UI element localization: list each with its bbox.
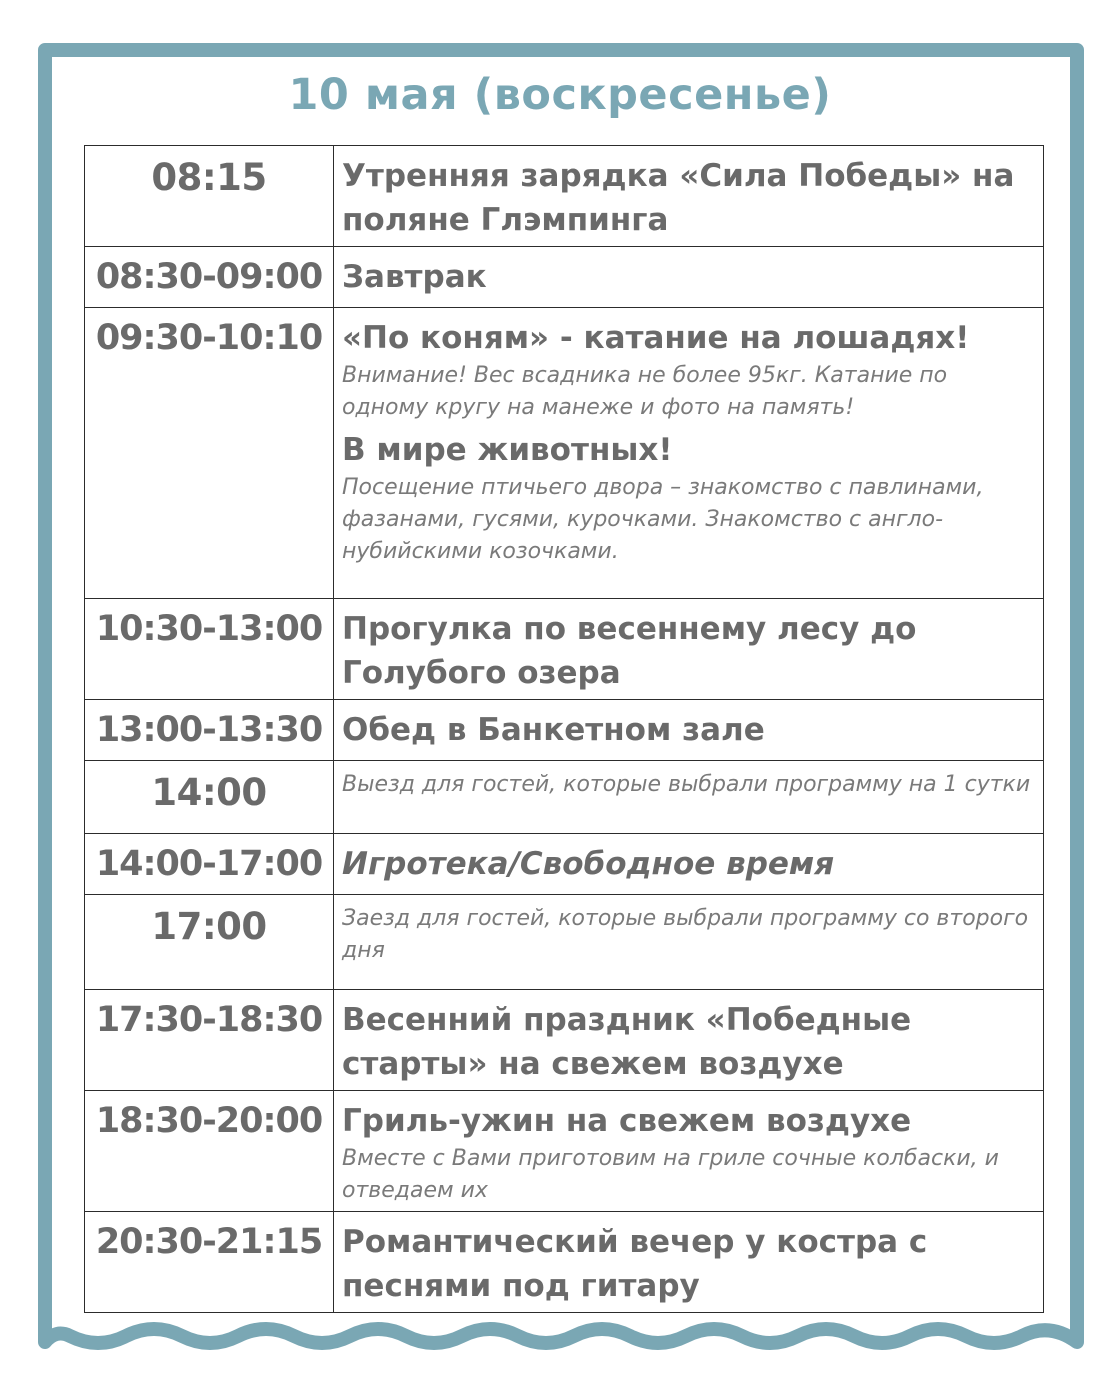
event-title: Завтрак <box>342 259 487 295</box>
event-title: Гриль-ужин на свежем воздухе <box>342 1103 912 1139</box>
table-row <box>85 1212 1044 1313</box>
time-cell: 17:00 <box>85 895 334 990</box>
page-title: 10 мая (воскресенье) <box>288 70 832 120</box>
event-cell <box>334 895 1044 990</box>
event-cell <box>334 990 1044 1091</box>
event-title: Весенний праздник «Победные старты» на свежем воздухе <box>342 1002 912 1082</box>
event-note: Выезд для гостей, которые выбрали программу на 1 сутки <box>342 772 1031 797</box>
table-row <box>85 990 1044 1091</box>
time-cell: 14:00-17:00 <box>85 834 334 895</box>
event-note: Внимание! Вес всадника не более 95кг. Катание по одному кругу на манеже и фото на память! <box>342 363 948 420</box>
time-cell: 20:30-21:15 <box>85 1212 334 1313</box>
event-cell <box>334 1091 1044 1212</box>
event-title: Игротека/Свободное время <box>342 846 835 882</box>
event-cell <box>334 700 1044 761</box>
time-cell: 13:00-13:30 <box>85 700 334 761</box>
time-cell: 17:30-18:30 <box>85 990 334 1091</box>
time-cell: 18:30-20:00 <box>85 1091 334 1212</box>
table-row <box>85 146 1044 247</box>
table-row <box>85 599 1044 700</box>
event-note-secondary: Посещение птичьего двора – знакомство с павлинами, фазанами, гусями, курочками. Знакомство с англо-нубийскими козочками. <box>342 475 984 564</box>
table-row <box>85 1091 1044 1212</box>
table-row <box>85 247 1044 308</box>
event-title: Утренняя зарядка «Сила Победы» на поляне Глэмпинга <box>342 158 1015 238</box>
time-cell: 09:30-10:10 <box>85 308 334 599</box>
table-row <box>85 895 1044 990</box>
event-title: «По коням» - катание на лошадях! <box>342 320 970 356</box>
event-note: Вместе с Вами приготовим на гриле сочные колбаски, и отведаем их <box>342 1146 999 1203</box>
time-cell: 10:30-13:00 <box>85 599 334 700</box>
time-cell: 08:30-09:00 <box>85 247 334 308</box>
event-title: Романтический вечер у костра с песнями под гитару <box>342 1224 928 1304</box>
event-cell <box>334 599 1044 700</box>
schedule-table <box>84 145 1044 1313</box>
time-cell: 08:15 <box>85 146 334 247</box>
table-row <box>85 308 1044 599</box>
event-cell <box>334 1212 1044 1313</box>
event-title-secondary: В мире животных! <box>342 432 673 468</box>
event-title: Обед в Банкетном зале <box>342 712 765 748</box>
table-row <box>85 700 1044 761</box>
event-title: Прогулка по весеннему лесу до Голубого озера <box>342 611 917 691</box>
event-cell <box>334 834 1044 895</box>
table-row <box>85 834 1044 895</box>
table-row <box>85 761 1044 834</box>
event-cell <box>334 247 1044 308</box>
event-cell <box>334 761 1044 834</box>
time-cell: 14:00 <box>85 761 334 834</box>
event-note: Заезд для гостей, которые выбрали программу со второго дня <box>342 906 1029 963</box>
event-cell <box>334 146 1044 247</box>
event-cell <box>334 308 1044 599</box>
